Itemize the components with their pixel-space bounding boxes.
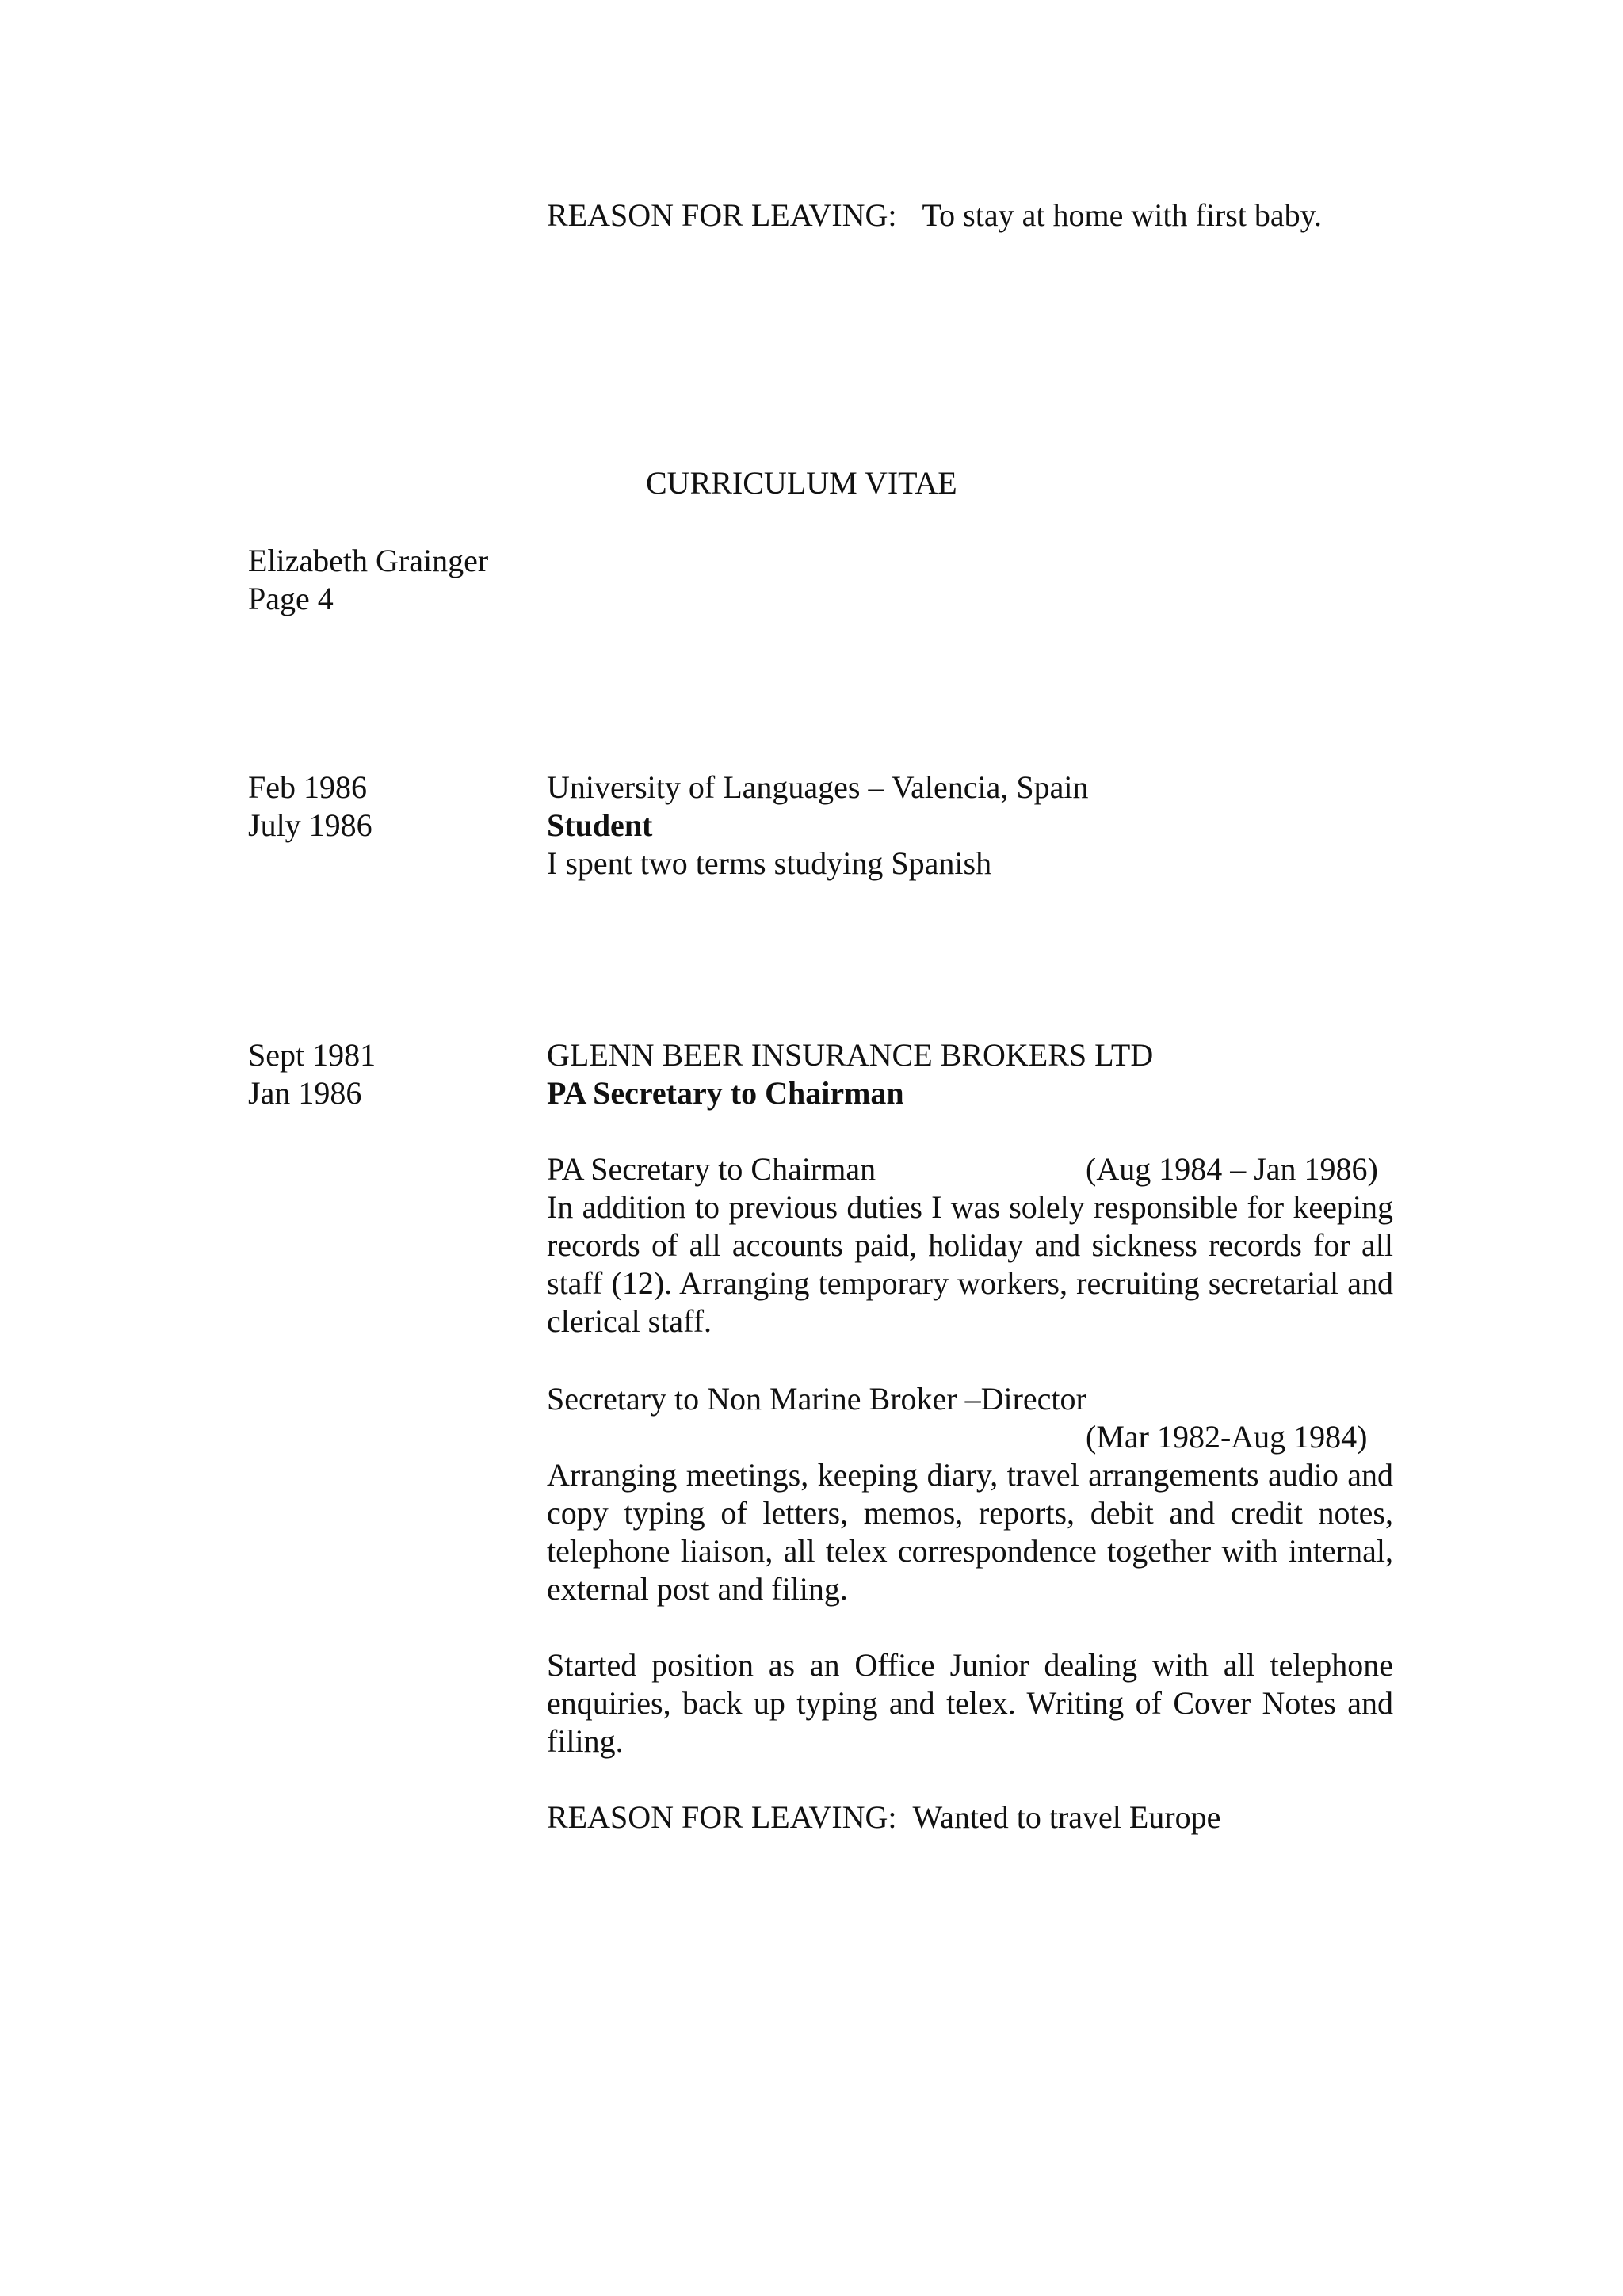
entry-date-from: Sept 1981 bbox=[248, 1037, 376, 1073]
junior-description: Started position as an Office Junior dealing with all telephone enquiries, back up typing and telex. Writing of Cover Notes and filing. bbox=[547, 1647, 1393, 1759]
entry-date-to: Jan 1986 bbox=[248, 1075, 362, 1111]
position-period: (Mar 1982-Aug 1984) bbox=[1086, 1419, 1368, 1455]
position-description: In addition to previous duties I was solely responsible for keeping records of all accounts paid, holiday and sickness records for all staff (12). Arranging temporary workers, recruiting secretarial and clerical staff. bbox=[547, 1189, 1393, 1339]
entry-date-to: July 1986 bbox=[248, 807, 372, 843]
page-number: Page 4 bbox=[248, 581, 334, 616]
position-title: Secretary to Non Marine Broker –Director bbox=[547, 1381, 1086, 1417]
entry-role: Student bbox=[547, 807, 653, 843]
reason-label: REASON FOR LEAVING: bbox=[547, 1799, 897, 1835]
entry-organisation: University of Languages – Valencia, Spain bbox=[547, 769, 1089, 805]
entry-date-from: Feb 1986 bbox=[248, 769, 367, 805]
position-period: (Aug 1984 – Jan 1986) bbox=[1086, 1151, 1378, 1187]
reason-label: REASON FOR LEAVING: bbox=[547, 197, 897, 233]
entry-description: I spent two terms studying Spanish bbox=[547, 845, 992, 881]
reason-text: To stay at home with first baby. bbox=[922, 197, 1323, 233]
reason-text: Wanted to travel Europe bbox=[912, 1799, 1221, 1835]
entry-reason-line bbox=[547, 1798, 1220, 1836]
entry-organisation: GLENN BEER INSURANCE BROKERS LTD bbox=[547, 1037, 1154, 1073]
candidate-name: Elizabeth Grainger bbox=[248, 543, 489, 578]
document-title: CURRICULUM VITAE bbox=[646, 465, 957, 501]
entry-role: PA Secretary to Chairman bbox=[547, 1075, 904, 1111]
position-title: PA Secretary to Chairman bbox=[547, 1151, 876, 1187]
top-reason-line bbox=[547, 196, 1322, 235]
position-description: Arranging meetings, keeping diary, travel arrangements audio and copy typing of letters, memos, reports, debit and credit notes, telephone liaison, all telex correspondence together with internal, external post and filing. bbox=[547, 1457, 1393, 1607]
